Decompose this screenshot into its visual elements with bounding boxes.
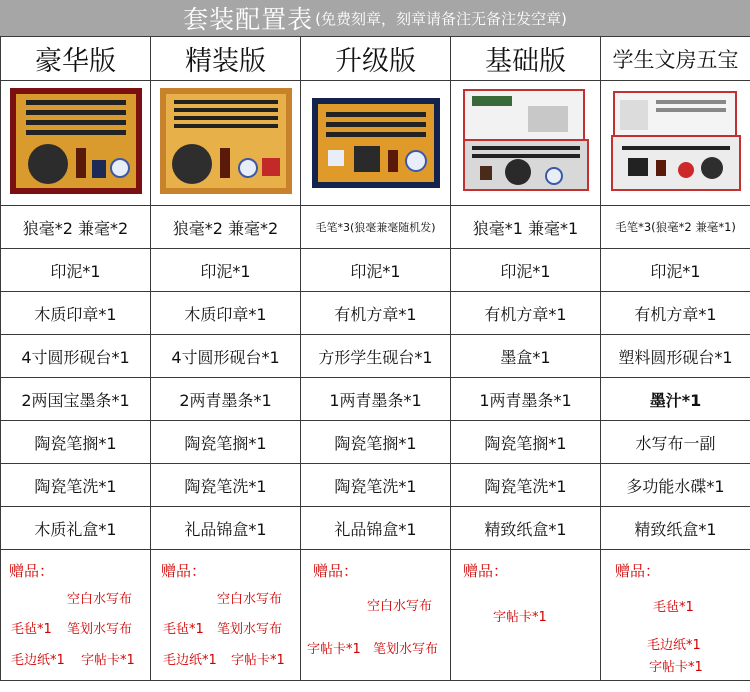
gift-label: 赠品： [161, 562, 207, 580]
gift-cell [301, 550, 451, 681]
gift-label: 赠品： [9, 562, 55, 580]
col-header: 学生文房五宝 [601, 37, 750, 81]
table-cell: 狼毫*1 兼毫*1 [451, 206, 601, 249]
image-row [1, 81, 750, 206]
table-cell: 1两青墨条*1 [451, 378, 601, 421]
product-image-cell [1, 81, 151, 206]
product-image-cell [451, 81, 601, 206]
col-header: 精装版 [151, 37, 301, 81]
table-row [1, 507, 750, 550]
product-image-cell [301, 81, 451, 206]
table-row [1, 378, 750, 421]
table-cell: 陶瓷笔搁*1 [1, 421, 151, 464]
table-cell: 塑料圆形砚台*1 [601, 335, 750, 378]
header-row [1, 37, 750, 81]
table-cell: 狼毫*2 兼毫*2 [1, 206, 151, 249]
gift-item: 毛边纸*1 [11, 653, 65, 668]
table-cell: 印泥*1 [301, 249, 451, 292]
gift-label: 赠品： [313, 562, 359, 580]
banner-subtitle: (免费刻章，刻章请备注无备注发空章) [315, 9, 567, 28]
gift-item: 字帖卡*1 [493, 610, 547, 625]
gift-item: 毛毡*1 [163, 622, 204, 637]
gift-cell [451, 550, 601, 681]
table-cell: 陶瓷笔搁*1 [451, 421, 601, 464]
table-cell: 精致纸盒*1 [451, 507, 601, 550]
table-row [1, 464, 750, 507]
table-cell: 陶瓷笔洗*1 [451, 464, 601, 507]
table-cell: 方形学生砚台*1 [301, 335, 451, 378]
gift-item: 笔划水写布 [217, 622, 283, 637]
gift-item: 毛毡*1 [11, 622, 52, 637]
gift-item: 字帖卡*1 [81, 653, 135, 668]
table-cell: 陶瓷笔搁*1 [301, 421, 451, 464]
basic-set-image [458, 86, 594, 196]
gift-label: 赠品： [615, 562, 661, 580]
table-cell: 有机方章*1 [601, 292, 750, 335]
table-cell: 陶瓷笔洗*1 [151, 464, 301, 507]
table-row [1, 335, 750, 378]
gift-item: 毛毡*1 [653, 600, 694, 615]
table-cell: 陶瓷笔洗*1 [1, 464, 151, 507]
col-header: 豪华版 [1, 37, 151, 81]
table-cell: 陶瓷笔洗*1 [301, 464, 451, 507]
col-header: 基础版 [451, 37, 601, 81]
gift-cell [601, 550, 750, 681]
table-cell: 墨盒*1 [451, 335, 601, 378]
deluxe-set-image [158, 86, 294, 196]
table-cell: 木质印章*1 [1, 292, 151, 335]
gift-item: 字帖卡*1 [649, 660, 703, 675]
gift-item: 毛边纸*1 [647, 638, 701, 653]
table-cell: 印泥*1 [1, 249, 151, 292]
gift-cell [151, 550, 301, 681]
gift-item: 笔划水写布 [373, 642, 439, 657]
table-cell: 印泥*1 [601, 249, 750, 292]
table-cell: 墨汁*1 [601, 378, 750, 421]
table-cell: 2两青墨条*1 [151, 378, 301, 421]
table-cell: 1两青墨条*1 [301, 378, 451, 421]
luxury-set-image [8, 86, 144, 196]
table-row [1, 292, 750, 335]
table-cell: 毛笔*3(狼毫兼毫随机发) [301, 206, 451, 249]
table-cell: 陶瓷笔搁*1 [151, 421, 301, 464]
table-cell: 木质礼盒*1 [1, 507, 151, 550]
config-table [0, 36, 750, 681]
table-row [1, 421, 750, 464]
table-cell: 精致纸盒*1 [601, 507, 750, 550]
table-cell: 水写布一副 [601, 421, 750, 464]
gift-item: 字帖卡*1 [307, 642, 361, 657]
table-cell: 4寸圆形砚台*1 [151, 335, 301, 378]
product-image-cell [601, 81, 750, 206]
table-cell: 印泥*1 [451, 249, 601, 292]
table-cell: 毛笔*3(狼毫*2 兼毫*1) [601, 206, 750, 249]
table-row [1, 206, 750, 249]
col-header: 升级版 [301, 37, 451, 81]
product-image-cell [151, 81, 301, 206]
gift-cell [1, 550, 151, 681]
table-cell: 木质印章*1 [151, 292, 301, 335]
gift-label: 赠品： [463, 562, 509, 580]
banner-title: 套装配置表 [183, 5, 314, 34]
table-cell: 礼品锦盒*1 [151, 507, 301, 550]
gift-item: 空白水写布 [67, 592, 133, 607]
upgrade-set-image [308, 86, 444, 196]
table-cell: 有机方章*1 [301, 292, 451, 335]
student-set-image [608, 86, 744, 196]
table-cell: 4寸圆形砚台*1 [1, 335, 151, 378]
table-cell: 多功能水碟*1 [601, 464, 750, 507]
gift-item: 毛边纸*1 [163, 653, 217, 668]
table-cell: 有机方章*1 [451, 292, 601, 335]
gift-item: 空白水写布 [367, 599, 433, 614]
gift-row [1, 550, 750, 681]
table-row [1, 249, 750, 292]
gift-item: 空白水写布 [217, 592, 283, 607]
table-cell: 狼毫*2 兼毫*2 [151, 206, 301, 249]
table-cell: 礼品锦盒*1 [301, 507, 451, 550]
table-cell: 2两国宝墨条*1 [1, 378, 151, 421]
table-banner [0, 0, 750, 36]
table-cell: 印泥*1 [151, 249, 301, 292]
gift-item: 字帖卡*1 [231, 653, 285, 668]
gift-item: 笔划水写布 [67, 622, 133, 637]
